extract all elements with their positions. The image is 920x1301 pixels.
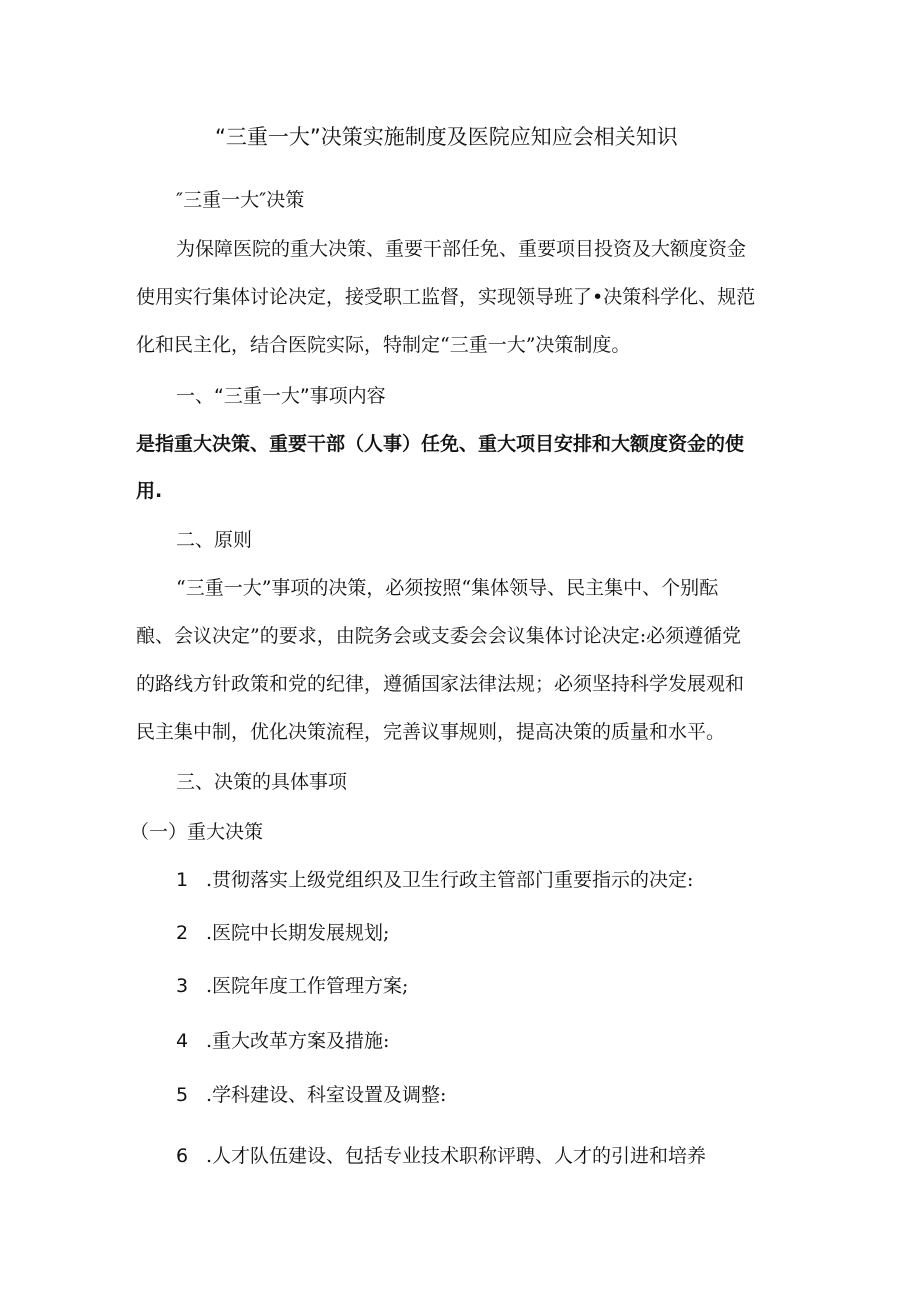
document-title: “三重一大”决策实施制度及医院应知应会相关知识	[215, 125, 678, 149]
section-2-paragraph-line-3: 的路线方针政策和党的纪律，遵循国家法律法规；必须坚持科学发展观和	[136, 673, 745, 695]
list-item-text: .医院中长期发展规划;	[206, 922, 390, 944]
list-item	[176, 971, 408, 998]
list-item-text: .贯彻落实上级党组织及卫生行政主管部门重要指示的决定:	[206, 869, 694, 891]
list-item	[176, 918, 389, 945]
list-item-number: 4	[176, 1030, 189, 1052]
list-item-text: .医院年度工作管理方案;	[206, 975, 409, 997]
section-2-paragraph-line-4: 民主集中制，优化决策流程，完善议事规则，提高决策的质量和水平。	[136, 721, 726, 743]
section-3-heading: 三、决策的具体事项	[176, 771, 348, 793]
section-2-paragraph-line-1: “三重一大”事项的决策，必须按照“集体领导、民主集中、个别酝	[176, 577, 719, 599]
intro-paragraph-line-3: 化和民主化，结合医院实际，特制定“三重一大”决策制度。	[136, 334, 631, 356]
list-item-number: 6	[176, 1145, 189, 1167]
section-2-heading: 二、原则	[176, 529, 253, 551]
intro-heading: ″三重一大″决策	[176, 189, 305, 211]
section-1-paragraph-line-1: 是指重大决策、重要干部（人事）任免、重大项目安排和大额度资金的使	[136, 433, 745, 455]
list-item-number: 1	[176, 869, 189, 891]
subsection-1-heading: （一）重大决策	[130, 821, 264, 843]
list-item	[176, 1026, 389, 1053]
list-item-number: 2	[176, 922, 189, 944]
list-item	[176, 1080, 446, 1107]
list-item	[176, 1141, 706, 1168]
list-item-number: 5	[176, 1084, 189, 1106]
list-item-text: .学科建设、科室设置及调整:	[206, 1084, 447, 1106]
section-1-heading: 一、“三重一大”事项内容	[176, 385, 386, 407]
list-item-text: .重大改革方案及措施:	[206, 1030, 390, 1052]
list-item	[176, 865, 693, 892]
section-1-paragraph-line-2: 用.	[136, 480, 163, 502]
section-2-paragraph-line-2: 酿、会议决定”的要求，由院务会或支委会会议集体讨论决定:必须遵循党	[136, 625, 742, 647]
intro-paragraph-line-2: 使用实行集体讨论决定，接受职工监督，实现领导班了•决策科学化、规范	[136, 286, 756, 308]
intro-paragraph-line-1: 为保障医院的重大决策、重要干部任免、重要项目投资及大额度资金	[176, 238, 747, 260]
list-item-number: 3	[176, 975, 189, 997]
list-item-text: .人才队伍建设、包括专业技术职称评聘、人才的引进和培养	[206, 1145, 707, 1167]
